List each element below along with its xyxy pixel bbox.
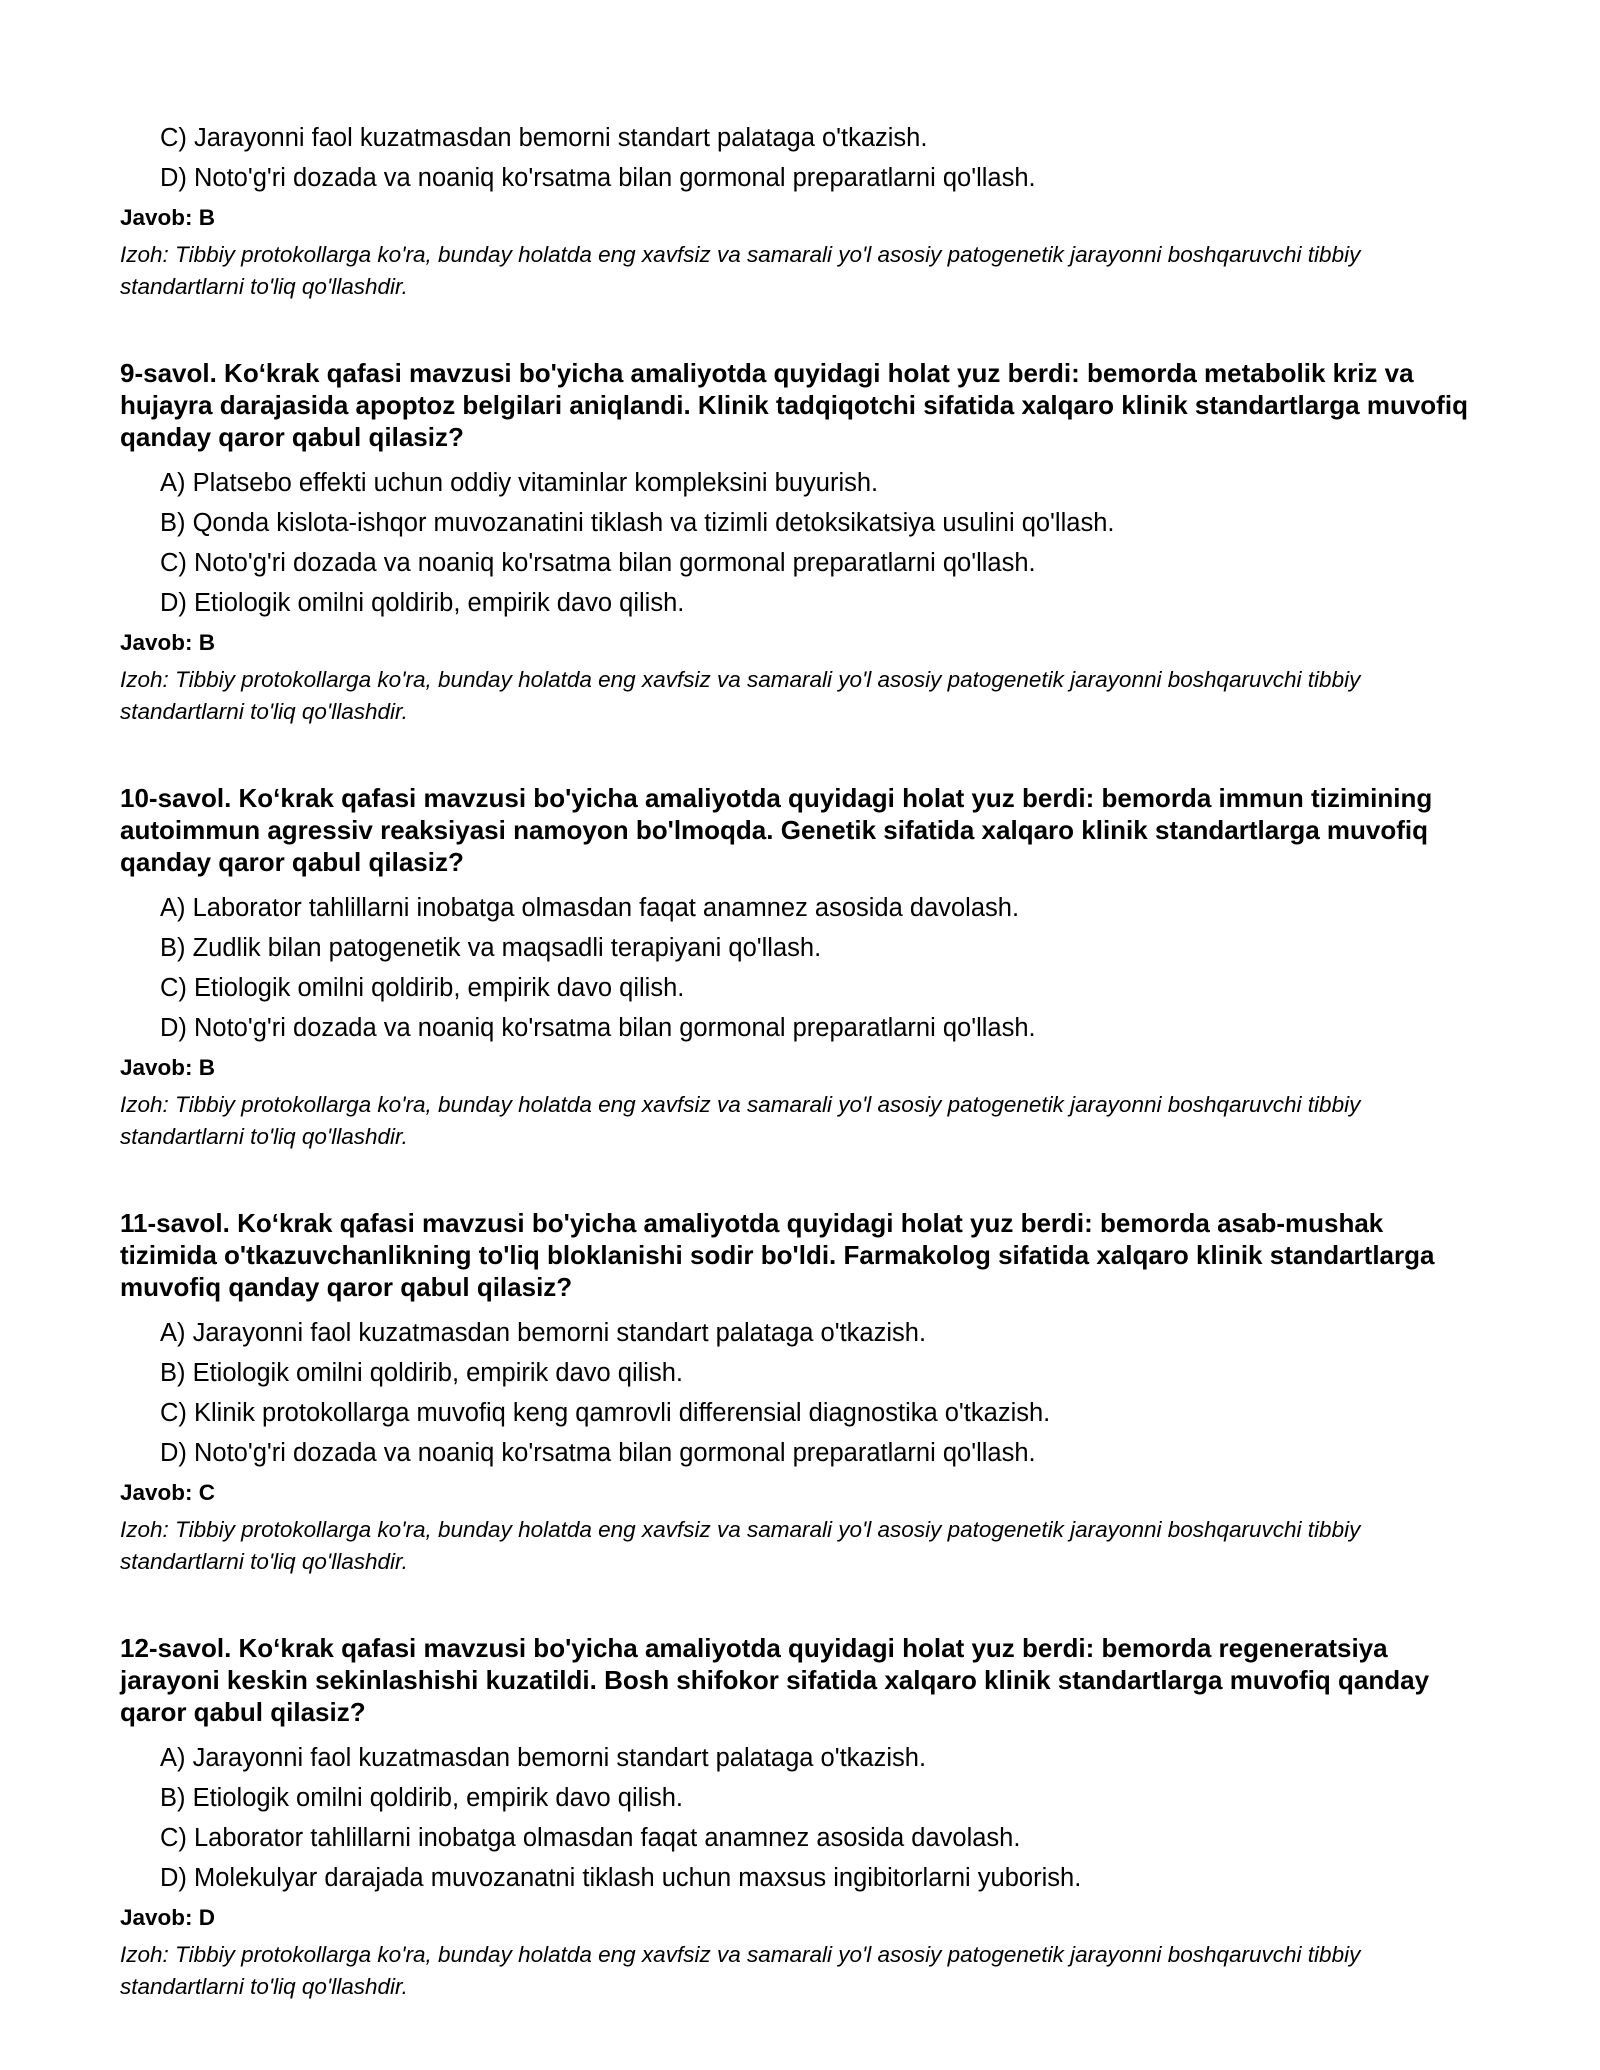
question-11 — [120, 1207, 1480, 1578]
document-page — [120, 118, 1480, 2003]
option-a: A) Jarayonni faol kuzatmasdan bemorni standart palataga o'tkazish. — [160, 1319, 927, 1347]
option-d: D) Noto'g'ri dozada va noaniq ko'rsatma bilan gormonal preparatlarni qo'llash. — [160, 1439, 1036, 1467]
answer: Javob: B — [120, 630, 216, 655]
option-a: A) Platsebo effekti uchun oddiy vitaminlar kompleksini buyurish. — [160, 469, 879, 497]
option-c: C) Etiologik omilni qoldirib, empirik davo qilish. — [160, 974, 685, 1002]
option-b: B) Qonda kislota-ishqor muvozanatini tiklash va tizimli detoksikatsiya usulini qo'llash. — [160, 509, 1115, 537]
question-text: 9-savol. Ko‘krak qafasi mavzusi bo'yicha amaliyotda quyidagi holat yuz berdi: bemorda metabolik kriz va hujayra darajasida apoptoz belgilari aniqlandi. Klinik tadqiqotchi sifatida xalqaro klinik standartlarga muvofiq qanday qaror qabul qilasiz? — [120, 358, 1468, 452]
question-text: 12-savol. Ko‘krak qafasi mavzusi bo'yicha amaliyotda quyidagi holat yuz berdi: bemorda regeneratsiya jarayoni keskin sekinlashishi kuzatildi. Bosh shifokor sifatida xalqaro klinik standartlarga muvofiq qanday qaror qabul qilasiz? — [120, 1633, 1430, 1727]
option-b: B) Etiologik omilni qoldirib, empirik davo qilish. — [160, 1784, 683, 1812]
explanation-note: Izoh: Tibbiy protokollarga ko'ra, bunday holatda eng xavfsiz va samarali yo'l asosiy patogenetik jarayonni boshqaruvchi tibbiy standartlarni to'liq qo'llashdir. — [120, 667, 1361, 724]
option-c: C) Noto'g'ri dozada va noaniq ko'rsatma bilan gormonal preparatlarni qo'llash. — [160, 549, 1036, 577]
question-10 — [120, 782, 1480, 1153]
answer: Javob: C — [120, 1480, 216, 1505]
option-c: C) Jarayonni faol kuzatmasdan bemorni standart palataga o'tkazish. — [160, 124, 928, 152]
answer: Javob: B — [120, 205, 216, 230]
answer: Javob: B — [120, 1055, 216, 1080]
question-12 — [120, 1632, 1480, 2003]
answer: Javob: D — [120, 1905, 216, 1930]
question-text: 10-savol. Ko‘krak qafasi mavzusi bo'yicha amaliyotda quyidagi holat yuz berdi: bemorda immun tizimining autoimmun agressiv reaksiyasi namoyon bo'lmoqda. Genetik sifatida xalqaro klinik standartlarga muvofiq qanday qaror qabul qilasiz? — [120, 783, 1433, 877]
explanation-note: Izoh: Tibbiy protokollarga ko'ra, bunday holatda eng xavfsiz va samarali yo'l asosiy patogenetik jarayonni boshqaruvchi tibbiy standartlarni to'liq qo'llashdir. — [120, 1942, 1361, 1999]
option-b: B) Zudlik bilan patogenetik va maqsadli terapiyani qo'llash. — [160, 934, 822, 962]
option-d: D) Molekulyar darajada muvozanatni tiklash uchun maxsus ingibitorlarni yuborish. — [160, 1864, 1082, 1892]
option-a: A) Laborator tahlillarni inobatga olmasdan faqat anamnez asosida davolash. — [160, 894, 1020, 922]
option-c: C) Klinik protokollarga muvofiq keng qamrovli differensial diagnostika o'tkazish. — [160, 1399, 1051, 1427]
option-a: A) Jarayonni faol kuzatmasdan bemorni standart palataga o'tkazish. — [160, 1744, 927, 1772]
option-c: C) Laborator tahlillarni inobatga olmasdan faqat anamnez asosida davolash. — [160, 1824, 1021, 1852]
question-9 — [120, 357, 1480, 728]
carryover-block — [120, 118, 1480, 303]
explanation-note: Izoh: Tibbiy protokollarga ko'ra, bunday holatda eng xavfsiz va samarali yo'l asosiy patogenetik jarayonni boshqaruvchi tibbiy standartlarni to'liq qo'llashdir. — [120, 242, 1361, 299]
explanation-note: Izoh: Tibbiy protokollarga ko'ra, bunday holatda eng xavfsiz va samarali yo'l asosiy patogenetik jarayonni boshqaruvchi tibbiy standartlarni to'liq qo'llashdir. — [120, 1092, 1361, 1149]
explanation-note: Izoh: Tibbiy protokollarga ko'ra, bunday holatda eng xavfsiz va samarali yo'l asosiy patogenetik jarayonni boshqaruvchi tibbiy standartlarni to'liq qo'llashdir. — [120, 1517, 1361, 1574]
question-text: 11-savol. Ko‘krak qafasi mavzusi bo'yicha amaliyotda quyidagi holat yuz berdi: bemorda asab-mushak tizimida o'tkazuvchanlikning to'liq bloklanishi sodir bo'ldi. Farmakolog sifatida xalqaro klinik standartlarga muvofiq qanday qaror qabul qilasiz? — [120, 1208, 1435, 1302]
option-d: D) Noto'g'ri dozada va noaniq ko'rsatma bilan gormonal preparatlarni qo'llash. — [160, 164, 1036, 192]
option-d: D) Noto'g'ri dozada va noaniq ko'rsatma bilan gormonal preparatlarni qo'llash. — [160, 1014, 1036, 1042]
option-d: D) Etiologik omilni qoldirib, empirik davo qilish. — [160, 589, 685, 617]
option-b: B) Etiologik omilni qoldirib, empirik davo qilish. — [160, 1359, 683, 1387]
